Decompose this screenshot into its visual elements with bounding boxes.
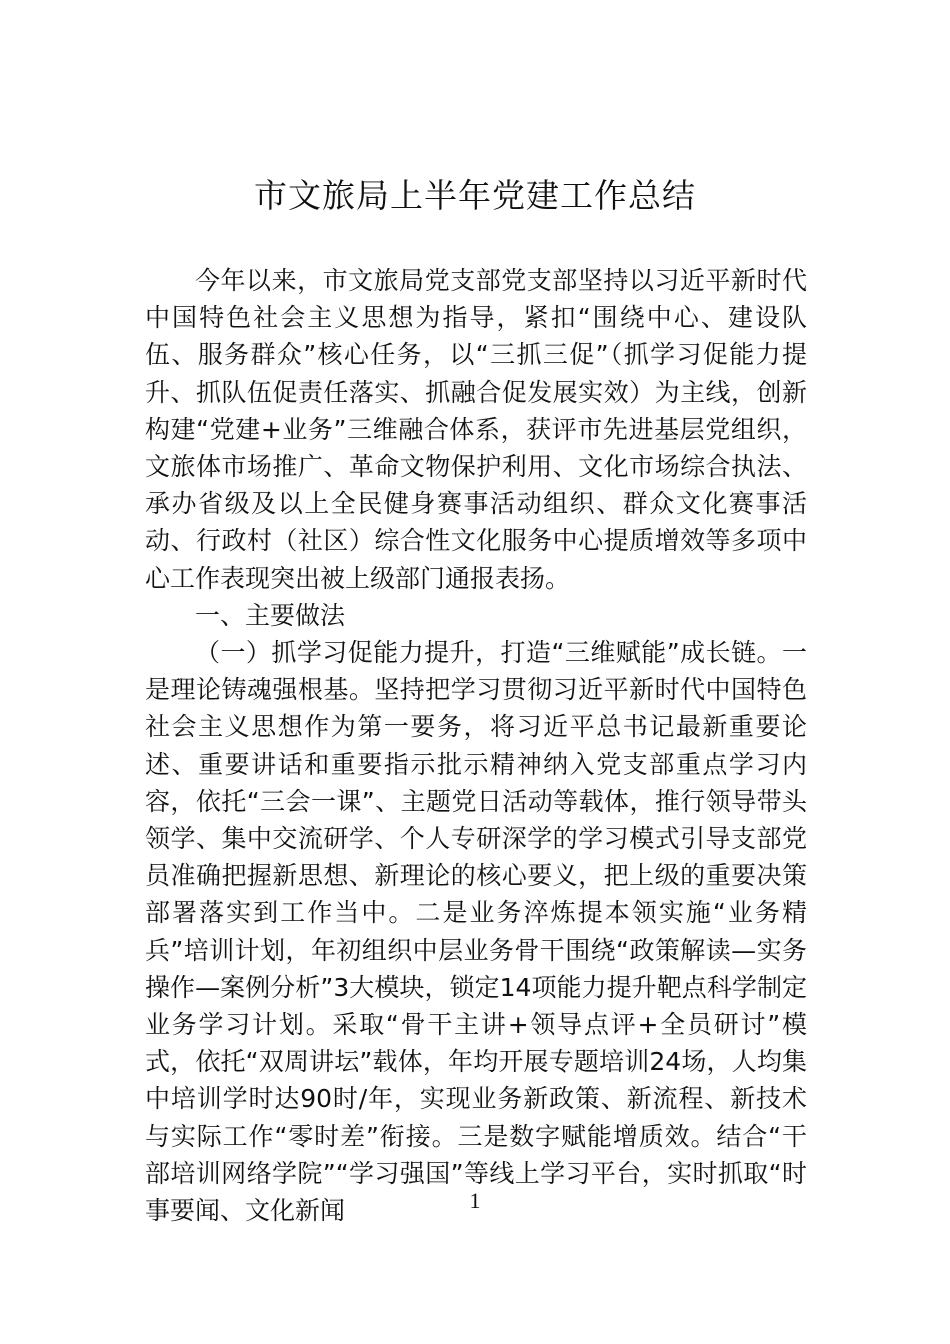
page-number: 1 [469, 1188, 481, 1213]
document-body [145, 262, 807, 1229]
subsection-paragraph: （一）抓学习促能力提升，打造“三维赋能”成长链。一是理论铸魂强根基。坚持把学习贯彻习近平新时代中国特色社会主义思想作为第一要务，将习近平总书记最新重要论述、重要讲话和重要指示批示精神纳入党支部重点学习内容，依托“三会一课”、主题党日活动等载体，推行领导带头领学、集中交流研学、个人专研深学的学习模式引导支部党员准确把握新思想、新理论的核心要义，把上级的重要决策部署落实到工作当中。二是业务淬炼提本领实施“业务精兵”培训计划，年初组织中层业务骨干围绕“政策解读—实务操作—案例分析”3大模块，锁定14项能力提升靶点科学制定业务学习计划。采取“骨干主讲+领导点评+全员研讨”模式，依托“双周讲坛”载体，年均开展专题培训24场，人均集中培训学时达90时/年，实现业务新政策、新流程、新技术与实际工作“零时差”衔接。三是数字赋能增质效。结合“干部培训网络学院”“学习强国”等线上学习平台，实时抓取“时事要闻、文化新闻 [145, 638, 807, 1226]
document-title: 市文旅局上半年党建工作总结 [254, 176, 696, 215]
intro-paragraph: 今年以来，市文旅局党支部党支部坚持以习近平新时代中国特色社会主义思想为指导，紧扣“围绕中心、建设队伍、服务群众”核心任务，以“三抓三促”（抓学习促能力提升、抓队伍促责任落实、抓融合促发展实效）为主线，创新构建“党建+业务”三维融合体系，获评市先进基层党组织，文旅体市场推广、革命文物保护利用、文化市场综合执法、承办省级及以上全民健身赛事活动组织、群众文化赛事活动、行政村（社区）综合性文化服务中心提质增效等多项中心工作表现突出被上级部门通报表扬。 [145, 266, 807, 593]
section-heading: 一、主要做法 [195, 600, 346, 630]
